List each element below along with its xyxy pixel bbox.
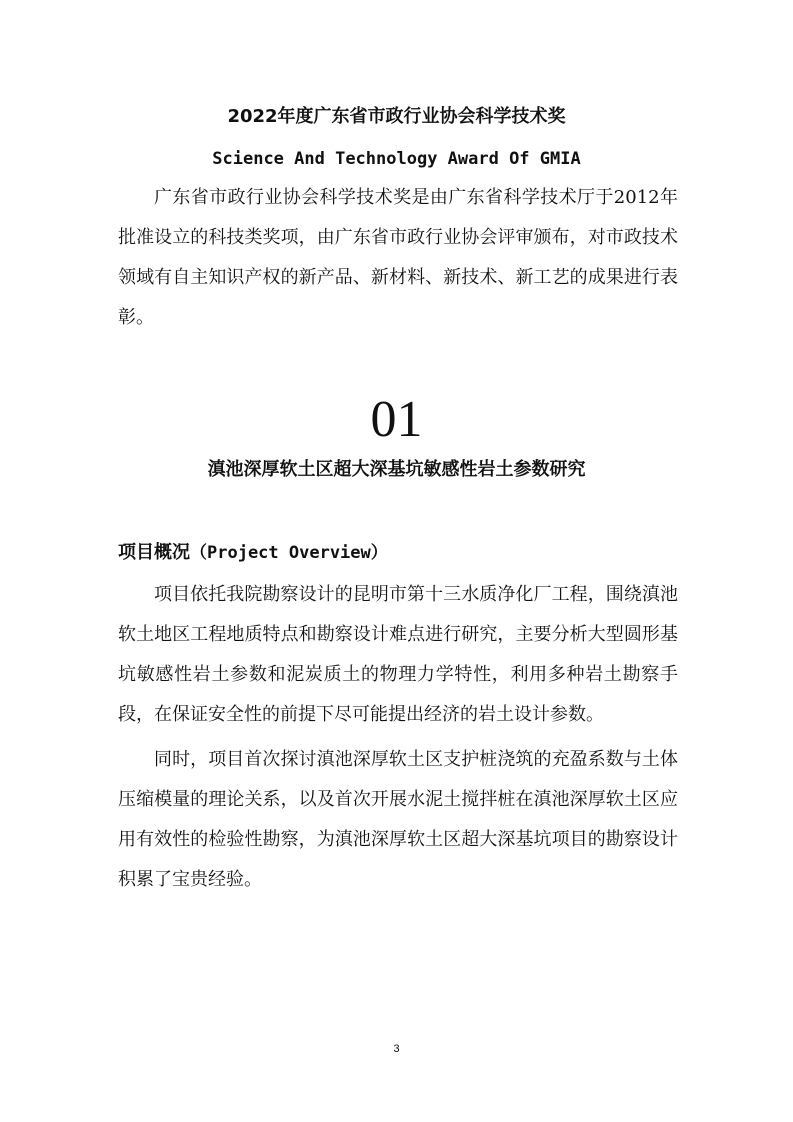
award-title-en: Science And Technology Award Of GMIA — [212, 149, 581, 169]
project-number: 01 — [370, 391, 423, 448]
project-title: 滇池深厚软土区超大深基坑敏感性岩土参数研究 — [207, 459, 586, 480]
overview-paragraph-2: 同时，项目首次探讨滇池深厚软土区支护桩浇筑的充盈系数与土体压缩模量的理论关系，以及首次开展水泥土搅拌桩在滇池深厚软土区应用有效性的检验性勘察，为滇池深厚软土区超大深基坑项目的勘察设计积累了宝贵经验。 — [118, 749, 678, 890]
overview-heading — [118, 538, 388, 568]
award-intro-paragraph: 广东省市政行业协会科学技术奖是由广东省科学技术厅于2012年批准设立的科技类奖项，由广东省市政行业协会评审颁布，对市政技术领域有自主知识产权的新产品、新材料、新技术、新工艺的成果进行表彰。 — [118, 187, 678, 328]
overview-heading-cn: 项目概况 — [118, 542, 190, 563]
overview-heading-en: （Project Overview） — [190, 543, 388, 563]
overview-paragraph-1: 项目依托我院勘察设计的昆明市第十三水质净化厂工程，围绕滇池软土地区工程地质特点和勘察设计难点进行研究，主要分析大型圆形基坑敏感性岩土参数和泥炭质土的物理力学特性，利用多种岩土勘察手段，在保证安全性的前提下尽可能提出经济的岩土设计参数。 — [118, 584, 678, 725]
page-number: 3 — [393, 1043, 400, 1055]
award-title-cn: 2022年度广东省市政行业协会科学技术奖 — [227, 106, 566, 127]
